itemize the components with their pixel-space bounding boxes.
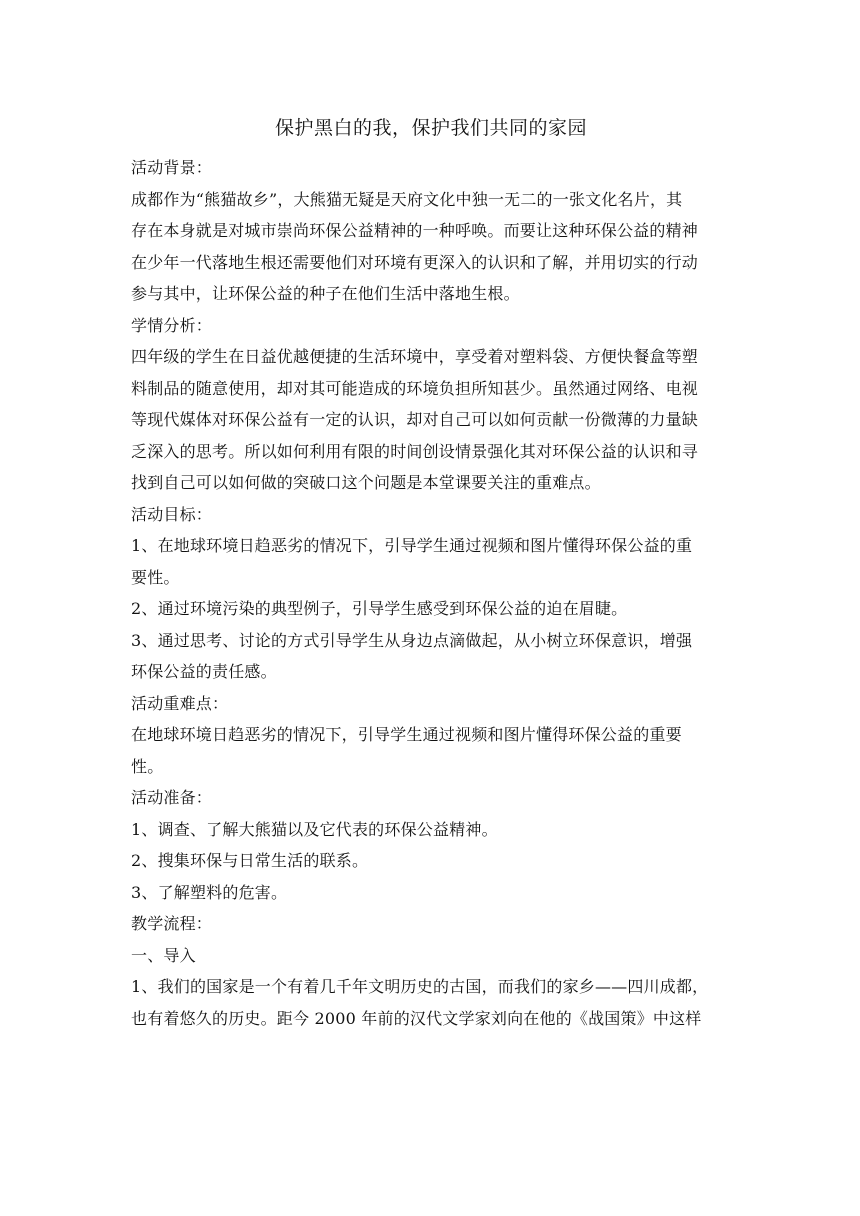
section-heading-key-points: 活动重难点： bbox=[131, 693, 229, 713]
section-heading-preparation: 活动准备： bbox=[131, 788, 213, 807]
list-item-line: 1、调查、了解大熊猫以及它代表的环保公益精神。 bbox=[131, 819, 498, 839]
paragraph-line: 找到自己可以如何做的突破口这个问题是本堂课要关注的重难点。 bbox=[131, 473, 601, 492]
list-item-line: 3、了解塑料的危害。 bbox=[131, 882, 288, 902]
paragraph-line: 参与其中，让环保公益的种子在他们生活中落地生根。 bbox=[131, 284, 520, 303]
paragraph-line: 乏深入的思考。所以如何利用有限的时间创设情景强化其对环保公益的认识和寻 bbox=[131, 441, 699, 461]
paragraph-line: 1、我们的国家是一个有着几千年文明历史的古国，而我们的家乡——四川成都， bbox=[131, 977, 709, 996]
paragraph-line: 也有着悠久的历史。距今 2000 年前的汉代文学家刘向在他的《战国策》中这样 bbox=[131, 1008, 702, 1028]
list-item-line: 3、通过思考、讨论的方式引导学生从身边点滴做起，从小树立环保意识，增强 bbox=[131, 630, 693, 650]
document-body bbox=[131, 112, 731, 1034]
section-heading-learner-analysis: 学情分析： bbox=[131, 315, 213, 335]
paragraph-line: 等现代媒体对环保公益有一定的认识，却对自己可以如何贡献一份微薄的力量缺 bbox=[131, 410, 699, 429]
section-heading-background: 活动背景： bbox=[131, 158, 213, 177]
paragraph-line: 在少年一代落地生根还需要他们对环境有更深入的认识和了解，并用切实的行动 bbox=[131, 252, 699, 272]
subheading-introduction: 一、导入 bbox=[131, 945, 196, 965]
paragraph-line: 存在本身就是对城市崇尚环保公益精神的一种呼唤。而要让这种环保公益的精神 bbox=[131, 221, 699, 240]
list-item-line: 2、通过环境污染的典型例子，引导学生感受到环保公益的迫在眉睫。 bbox=[131, 599, 628, 618]
section-heading-objectives: 活动目标： bbox=[131, 504, 213, 524]
document-title: 保护黑白的我，保护我们共同的家园 bbox=[274, 117, 587, 139]
paragraph-line: 四年级的学生在日益优越便捷的生活环境中，享受着对塑料袋、方便快餐盒等塑 bbox=[131, 347, 699, 366]
section-heading-teaching-process: 教学流程： bbox=[131, 914, 213, 933]
paragraph-line: 成都作为“熊猫故乡”，大熊猫无疑是天府文化中独一无二的一张文化名片，其 bbox=[131, 189, 683, 209]
list-item-line: 环保公益的责任感。 bbox=[131, 662, 277, 681]
list-item-line: 1、在地球环境日趋恶劣的情况下，引导学生通过视频和图片懂得环保公益的重 bbox=[131, 536, 693, 555]
list-item-line: 要性。 bbox=[131, 567, 180, 587]
list-item-line: 2、搜集环保与日常生活的联系。 bbox=[131, 851, 369, 870]
paragraph-line: 性。 bbox=[131, 756, 164, 776]
paragraph-line: 料制品的随意使用，却对其可能造成的环境负担所知甚少。虽然通过网络、电视 bbox=[131, 378, 699, 398]
paragraph-line: 在地球环境日趋恶劣的情况下，引导学生通过视频和图片懂得环保公益的重要 bbox=[131, 725, 682, 744]
